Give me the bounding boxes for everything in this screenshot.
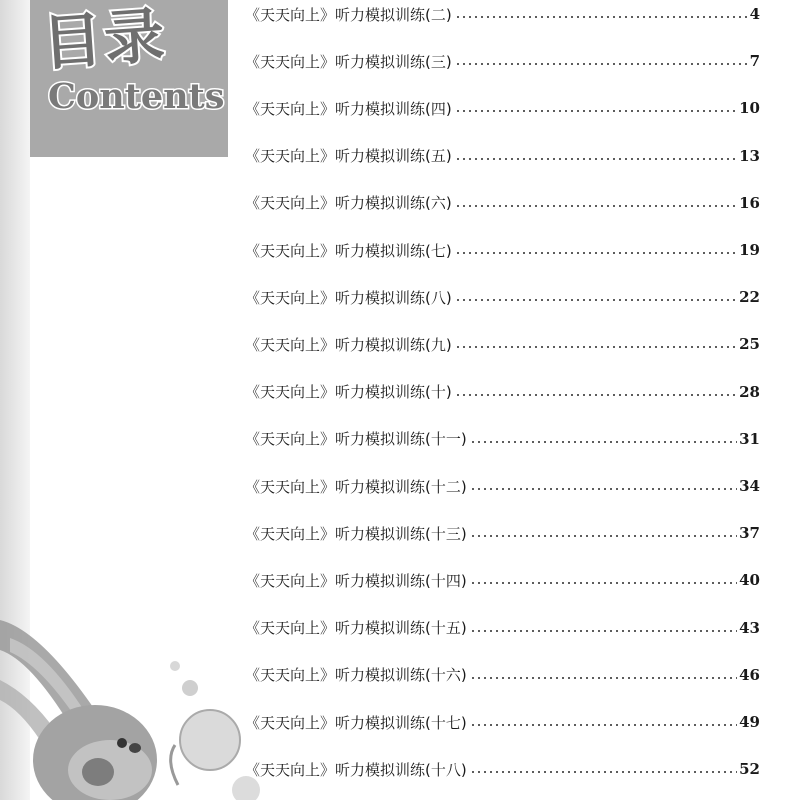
toc-leader-dots (455, 110, 737, 112)
toc-entry-page: 34 (739, 477, 760, 495)
toc-entry-title: 《天天向上》听力模拟训练(十) (245, 383, 452, 402)
contents-logo-chinese: 目录 (40, 0, 169, 80)
toc-entry-title: 《天天向上》听力模拟训练(十八) (245, 760, 467, 779)
toc-entry[interactable] (245, 95, 760, 121)
toc-entry-title: 《天天向上》听力模拟训练(十五) (245, 619, 467, 638)
toc-entry-title: 《天天向上》听力模拟训练(十六) (245, 666, 467, 685)
toc-entry-page: 7 (749, 52, 760, 71)
toc-leader-dots (470, 724, 737, 726)
toc-entry-title: 《天天向上》听力模拟训练(四) (245, 99, 452, 118)
toc-entry-title: 《天天向上》听力模拟训练(十四) (245, 571, 467, 590)
toc-entry[interactable] (245, 709, 760, 735)
toc-entry-page: 46 (739, 665, 760, 684)
contents-header (30, 0, 228, 157)
toc-entry[interactable] (245, 237, 760, 263)
toc-leader-dots (455, 346, 737, 348)
toc-entry[interactable] (245, 284, 760, 310)
toc-leader-dots (470, 771, 737, 773)
toc-entry-title: 《天天向上》听力模拟训练(七) (245, 241, 452, 260)
toc-entry[interactable] (245, 473, 760, 499)
toc-entry-page: 52 (739, 760, 760, 779)
toc-entry-title: 《天天向上》听力模拟训练(十二) (245, 477, 467, 496)
toc-entry-page: 13 (739, 146, 760, 165)
toc-leader-dots (455, 394, 737, 396)
toc-entry[interactable] (245, 567, 760, 593)
toc-entry-page: 43 (739, 618, 760, 637)
toc-entry-page: 22 (739, 288, 760, 307)
toc-entry-title: 《天天向上》听力模拟训练(六) (245, 194, 452, 213)
toc-entry-page: 49 (739, 713, 760, 731)
toc-leader-dots (470, 441, 737, 443)
rabbit-illustration (0, 600, 280, 800)
toc-entry-page: 31 (739, 429, 760, 448)
toc-leader-dots (455, 252, 737, 254)
toc-entry[interactable] (245, 331, 760, 357)
toc-leader-dots (470, 535, 737, 537)
toc-entry[interactable] (245, 1, 760, 27)
toc-leader-dots (455, 299, 737, 301)
toc-entry-title: 《天天向上》听力模拟训练(九) (245, 335, 452, 354)
toc-entry-page: 19 (739, 241, 760, 259)
toc-entry-page: 4 (749, 5, 760, 23)
toc-entry-page: 16 (739, 193, 760, 212)
toc-entry[interactable] (245, 48, 760, 74)
toc-entry-page: 10 (739, 99, 760, 118)
toc-entry[interactable] (245, 190, 760, 216)
toc-entry-page: 37 (739, 524, 760, 543)
toc-entry[interactable] (245, 426, 760, 452)
toc-leader-dots (455, 16, 748, 18)
toc-entry-title: 《天天向上》听力模拟训练(八) (245, 288, 452, 307)
toc-entry[interactable] (245, 520, 760, 546)
toc-entry-title: 《天天向上》听力模拟训练(三) (245, 52, 452, 71)
toc-entry-page: 40 (739, 571, 760, 590)
toc-entry[interactable] (245, 615, 760, 641)
toc-leader-dots (470, 488, 737, 490)
toc-leader-dots (470, 630, 737, 632)
toc-entry-page: 28 (739, 382, 760, 401)
toc-entry[interactable] (245, 662, 760, 688)
toc-leader-dots (455, 158, 737, 160)
toc-leader-dots (455, 63, 748, 65)
toc-entry-page: 25 (739, 335, 760, 354)
toc-leader-dots (470, 582, 737, 584)
toc-entry-title: 《天天向上》听力模拟训练(十三) (245, 524, 467, 543)
toc-leader-dots (470, 677, 737, 679)
toc-entry[interactable] (245, 143, 760, 169)
toc-leader-dots (455, 205, 737, 207)
toc-entry-title: 《天天向上》听力模拟训练(二) (245, 5, 452, 24)
toc-entry[interactable] (245, 379, 760, 405)
toc-entry-title: 《天天向上》听力模拟训练(十七) (245, 713, 467, 732)
toc-entry-title: 《天天向上》听力模拟训练(五) (245, 147, 452, 166)
toc-entry[interactable] (245, 756, 760, 782)
contents-logo-english: Contents (48, 76, 225, 117)
toc-entry-title: 《天天向上》听力模拟训练(十一) (245, 430, 467, 449)
